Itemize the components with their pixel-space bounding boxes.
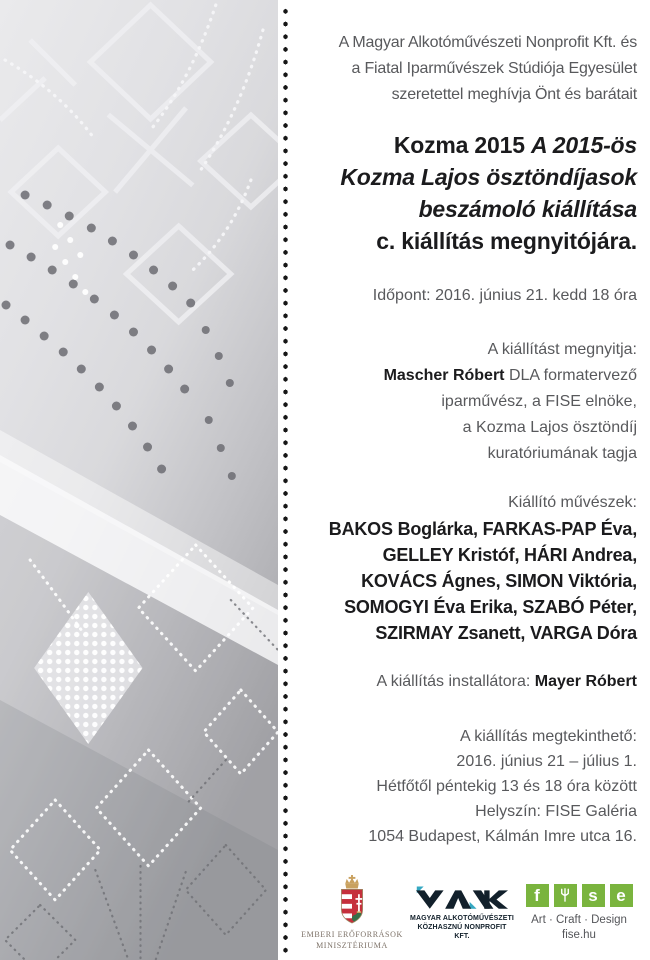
fise-letter-f: f bbox=[526, 884, 549, 907]
intro-text bbox=[339, 30, 637, 108]
title-line: beszámoló kiállítása bbox=[418, 196, 637, 222]
fise-letter-s: s bbox=[582, 884, 605, 907]
artist-line: SZIRMAY Zsanett, VARGA Dóra bbox=[375, 623, 637, 643]
installer-name: Mayer Róbert bbox=[534, 673, 637, 690]
opening-line: iparművész, a FISE elnöke, bbox=[441, 393, 637, 410]
visiting-line: 1054 Budapest, Kálmán Imre utca 16. bbox=[368, 828, 637, 845]
title-regular: Kozma 2015 bbox=[393, 132, 531, 158]
fise-tagline: Art · Craft · Design bbox=[531, 913, 627, 926]
visiting-line: Helyszín: FISE Galéria bbox=[475, 803, 637, 820]
ministry-name-line: MINISZTÉRIUMA bbox=[316, 941, 388, 950]
fabric-photo bbox=[0, 0, 278, 960]
opening-line: a Kozma Lajos ösztöndíj bbox=[462, 419, 637, 436]
exhibition-title bbox=[340, 129, 637, 257]
ministry-logo bbox=[301, 875, 403, 951]
title-italic: A 2015-ös bbox=[530, 132, 637, 158]
installer-label: A kiállítás installátora: bbox=[376, 673, 535, 690]
installer-line bbox=[376, 669, 637, 695]
opening-heading: A kiállítást megnyitja: bbox=[487, 341, 637, 358]
logos-row bbox=[301, 875, 637, 951]
title-line bbox=[340, 129, 637, 161]
artist-line: BAKOS Boglárka, FARKAS-PAP Éva, bbox=[328, 519, 637, 539]
mank-name-line: KÖZHASZNÚ NONPROFIT KFT. bbox=[417, 923, 507, 940]
intro-line: A Magyar Alkotóművészeti Nonprofit Kft. és bbox=[338, 34, 637, 51]
artists-block bbox=[329, 490, 637, 646]
mank-logo bbox=[409, 886, 515, 941]
fise-letter-boxes bbox=[526, 884, 633, 907]
fise-url: fise.hu bbox=[562, 928, 596, 941]
visiting-line: 2016. június 21 – július 1. bbox=[456, 753, 637, 770]
opening-block bbox=[384, 337, 637, 467]
event-datetime: Időpont: 2016. június 21. kedd 18 óra bbox=[372, 287, 637, 304]
title-line: c. kiállítás megnyitójára. bbox=[376, 228, 637, 254]
opener-name: Mascher Róbert bbox=[383, 367, 505, 384]
opening-line: kuratóriumának tagja bbox=[487, 445, 637, 462]
mank-logomark-icon bbox=[416, 886, 508, 910]
visiting-heading: A kiállítás megtekinthető: bbox=[460, 728, 637, 745]
opening-name-line bbox=[384, 363, 637, 389]
artist-line: SOMOGYI Éva Erika, SZABÓ Péter, bbox=[344, 597, 637, 617]
intro-line: szeretettel meghívja Önt és barátait bbox=[391, 86, 637, 103]
intro-line: a Fiatal Iparművészek Stúdiója Egyesület bbox=[351, 60, 637, 77]
invitation-content bbox=[290, 0, 637, 960]
artist-line: GELLEY Kristóf, HÁRI Andrea, bbox=[382, 545, 637, 565]
ministry-name-line: EMBERI ERŐFORRÁSOK bbox=[301, 930, 403, 939]
fise-logo bbox=[521, 884, 637, 943]
mank-name-line: MAGYAR ALKOTÓMŰVÉSZETI bbox=[410, 914, 514, 922]
dotted-divider bbox=[282, 5, 289, 960]
title-line: Kozma Lajos ösztöndíjasok bbox=[340, 164, 637, 190]
fise-letter-e: e bbox=[610, 884, 633, 907]
visiting-line: Hétfőtől péntekig 13 és 18 óra között bbox=[376, 778, 637, 795]
artists-heading: Kiállító művészek: bbox=[508, 494, 637, 511]
visiting-block bbox=[368, 724, 637, 849]
fise-fork-icon bbox=[554, 884, 577, 907]
hungary-coat-of-arms-icon bbox=[335, 875, 369, 925]
opener-title: DLA formatervező bbox=[504, 367, 637, 384]
artist-line: KOVÁCS Ágnes, SIMON Viktória, bbox=[361, 571, 637, 591]
